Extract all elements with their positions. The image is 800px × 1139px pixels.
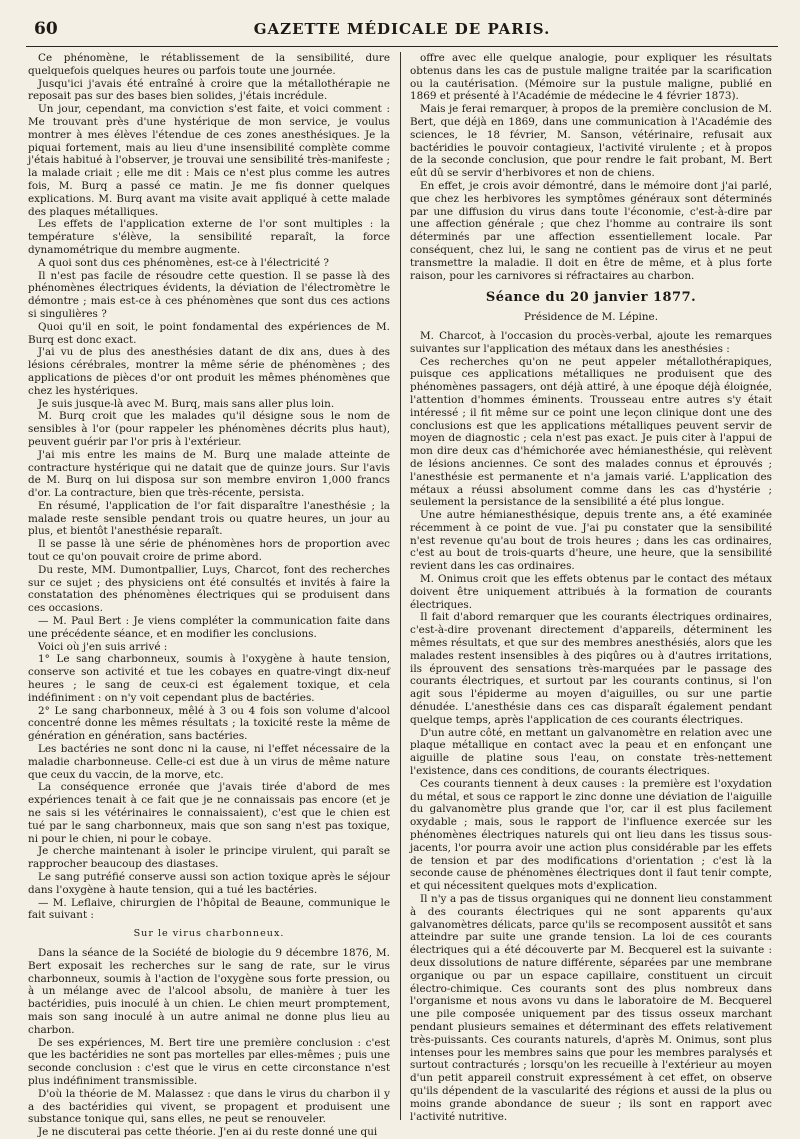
right-paragraphs-after	[410, 330, 772, 1123]
paragraph: Quoi qu'il en soit, le point fondamental des expériences de M. Burq est donc exact.	[28, 320, 390, 346]
paragraph: M. Onimus croit que les effets obtenus par le contact des métaux doivent être uniquement attribués à la formation de courants électriques.	[410, 573, 772, 611]
paragraph: Il n'est pas facile de résoudre cette question. Il se passe là des phénomènes électriques évidents, la déviation de l'électromètre le démontre ; mais est-ce à ces phénomènes que sont dus ces actions si singulières ?	[28, 269, 390, 320]
paragraph: — M. Paul Bert : Je viens compléter la communication faite dans une précédente séance, et en modifier les conclusions.	[28, 615, 390, 640]
left-column	[28, 52, 390, 1139]
paragraph: 2° Le sang charbonneux, mêlé à 3 ou 4 fois son volume d'alcool concentré donne les mêmes résultats ; la toxicité reste la même de génération en génération, sans bactéries.	[28, 704, 390, 743]
paragraph: Ces recherches qu'on ne peut appeler métallothérapiques, puisque ces applications métalliques ne produisent que des phénomènes passagers, ont déjà attiré, à une époque déjà éloignée, l'attention d'hommes éminents. Trousseau entre autres s'y était intéressé ; il fit même sur ce point une leçon clinique dont une des conclusions est que les applications métalliques peuvent servir de moyen de diagnostic ; cela n'est pas exact. Je puis citer à l'appui de mon dire deux cas d'hémichorée avec hémianesthésie, qui relèvent de lésions anciennes. Ce sont des malades connus et éprouvés ; l'anesthésie est permanente et n'a jamais varié. L'application des métaux a réussi absolument comme dans les cas d'hystérie ; seulement la persistance de la sensibilité a été plus longue.	[410, 355, 772, 509]
paragraph: M. Burq croit que les malades qu'il désigne sous le nom de sensibles à l'or (pour rappeler les phénomènes décrits plus haut), peuvent guérir par l'or pris à l'extérieur.	[28, 410, 390, 448]
seance-title: Séance du 20 janvier 1877.	[485, 290, 697, 306]
paragraph: A quoi sont dus ces phénomènes, est-ce à l'électricité ?	[38, 256, 329, 269]
paragraph: Il se passe là une série de phénomènes hors de proportion avec tout ce qu'on pouvait croire de prime abord.	[28, 538, 390, 564]
paragraph: Je suis jusque-là avec M. Burq, mais sans aller plus loin.	[38, 397, 335, 410]
paragraph: Je ne discuterai pas cette théorie. J'en ai du reste donné une qui	[38, 1126, 378, 1139]
paragraph: Voici où j'en suis arrivé :	[38, 640, 168, 653]
column-divider	[400, 52, 401, 1120]
left-paragraphs-after	[28, 947, 390, 1139]
paragraph: En effet, je crois avoir démontré, dans le mémoire dont j'ai parlé, que chez les herbivores les symptômes généraux sont déterminés par une diffusion du virus dans toute l'économie, c'est-à-dire par une affection générale ; que chez l'homme au contraire ils sont déterminés par une affection essentiellement locale. Par conséquent, chez lui, le sang ne contient pas de virus et ne peut transmettre la maladie. Il doit en être de même, et à plus forte raison, pour les carnivores si réfractaires au charbon.	[410, 179, 772, 282]
paragraph: Le sang putréfié conserve aussi son action toxique après le séjour dans l'oxygène à haute tension, qui a tué les bactéries.	[28, 871, 390, 896]
right-column	[410, 52, 772, 1122]
left-paragraphs	[28, 52, 390, 922]
right-paragraphs	[410, 52, 772, 282]
paragraph: De ses expériences, M. Bert tire une première conclusion : c'est que les bactéridies ne sont pas mortelles par elles-mêmes ; puis une seconde conclusion : c'est que le virus en cette circonstance n'est plus indéfiniment transmissible.	[28, 1036, 390, 1087]
paragraph: La conséquence erronée que j'avais tirée d'abord de mes expériences tenait à ce fait que je ne connaissais pas encore (et je ne sais si les vétérinaires le connaissaient), c'est que le chien est tué par le sang charbonneux, mais que son sang n'est pas toxique, ni pour le chien, ni pour le cobaye.	[28, 781, 390, 845]
paragraph: Du reste, MM. Dumontpallier, Luys, Charcot, font des recherches sur ce sujet ; des physiciens ont été consultés et invités à faire la constatation des phénomènes électriques qui se produisent dans ces occasions.	[28, 563, 390, 615]
paragraph: Dans la séance de la Société de biologie du 9 décembre 1876, M. Bert exposait les recherches sur le sang de rate, sur le virus charbonneux, soumis à l'action de l'oxygène sous forte pression, ou à un mélange avec de l'alcool absolu, de manière à tuer les bactéridies, puis inoculé à un chien. Le chien meurt promptement, mais son sang inoculé à un autre animal ne donne plus lieu au charbon.	[28, 946, 390, 1036]
section-title: Sur le virus charbonneux.	[133, 928, 285, 940]
paragraph: D'un autre côté, en mettant un galvanomètre en relation avec une plaque métallique en contact avec la peau et en enfonçant une aiguille de platine sous l'eau, on constate très-nettement l'existence, dans ces conditions, de courants électriques.	[410, 726, 772, 778]
paragraph: Les effets de l'application externe de l'or sont multiples : la température s'élève, la sensibilité reparaît, la force dynamométrique du membre augmente.	[28, 218, 390, 256]
paragraph: J'ai mis entre les mains de M. Burq une malade atteinte de contracture hystérique qui ne datait que de quinze jours. Sur l'avis de M. Burq on lui disposa sur son membre environ 1,000 francs d'or. La contracture, bien que très-récente, persista.	[28, 448, 390, 500]
paragraph: offre avec elle quelque analogie, pour expliquer les résultats obtenus dans les cas de pustule maligne traitée par la scarification ou la cautérisation. (Mémoire sur la pustule maligne, publié en 1869 et présenté à l'Académie de médecine le 4 février 1873).	[410, 52, 772, 103]
paragraph: Un jour, cependant, ma conviction s'est faite, et voici comment : Me trouvant près d'une hystérique de mon service, je voulus montrer à mes élèves l'étendue de ces zones anesthésiques. Je la piquai fortement, mais au lieu d'une insensibilité complète comme j'étais habitué à l'observer, je trouvai une sensibilité très-manifeste ; la malade criait ; elle me dit : Mais ce n'est plus comme les autres fois, M. Burq a passé ce matin. Je me fis donner quelques explications. M. Burq avant ma visite avait appliqué à cette malade des plaques métalliques.	[28, 103, 390, 218]
paragraph: Ce phénomène, le rétablissement de la sensibilité, dure quelquefois quelques heures ou parfois toute une journée.	[28, 52, 390, 77]
paragraph: Les bactéries ne sont donc ni la cause, ni l'effet nécessaire de la maladie charbonneuse. Celle-ci est due à un virus de même nature que ceux du vaccin, de la morve, etc.	[28, 743, 390, 781]
paragraph: Il n'y a pas de tissus organiques qui ne donnent lieu constamment à des courants électriques qui ne sont apparents qu'aux galvanomètres délicats, parce qu'ils se recomposent aussitôt et sans atteindre par suite une grande tension. La loi de ces courants électriques qui a été découverte par M. Becquerel est la suivante : deux dissolutions de nature différente, séparées par une membrane organique ou par un espace capillaire, constituent un circuit électro-chimique. Ces courants sont des plus nombreux dans l'organisme et nous avons vu dans le laboratoire de M. Becquerel une pile composée uniquement par des tissus osseux marchant pendant plusieurs semaines et déterminant des effets relativement très-puissants. Ces courants naturels, d'après M. Onimus, sont plus intenses pour les membres sains que pour les membres paralysés et surtout contracturés ; lorsqu'on les recueille à l'extérieur au moyen d'un petit appareil construit expressément à cet effet, on observe qu'ils dépendent de la vascularité des régions et aussi de la plus ou moins grande abondance de sueur ; ils sont en rapport avec l'activité nutritive.	[410, 893, 772, 1123]
paragraph: M. Charcot, à l'occasion du procès-verbal, ajoute les remarques suivantes sur l'application des métaux dans les anesthésies :	[410, 329, 772, 355]
paragraph: Jusqu'ici j'avais été entraîné à croire que la métallothérapie ne reposait pas sur des bases bien solides, j'étais incrédule.	[28, 77, 390, 103]
paragraph: Ces courants tiennent à deux causes : la première est l'oxydation du métal, et sous ce rapport le zinc donne une déviation de l'aiguille du galvanomètre plus grande que l'or, car il est plus facilement oxydable ; mais, sous le rapport de l'influence exercée sur les phénomènes électriques naturels qui ont lieu dans les tissus sous-jacents, l'or pourra avoir une action plus considérable par les effets de tension et par des modifications d'orientation ; c'est là la seconde cause de phénomènes électriques dont il faut tenir compte, et qui nécessitent quelques mots d'explication.	[410, 777, 772, 893]
paragraph: Il fait d'abord remarquer que les courants électriques ordinaires, c'est-à-dire provenant directement d'appareils, déterminent les mêmes résultats, et que sur des membres anesthésiés, alors que les malades restent insensibles à des piqûres ou à d'autres irritations, ils éprouvent des sensations très-marquées par le passage des courants électriques, et surtout par les courants continus, si l'on agit sous l'épiderme au moyen d'aiguilles, ou sur une partie dénudée. L'anesthésie dans ces cas disparaît également pendant quelque temps, après l'application de ces courants électriques.	[410, 611, 772, 726]
paragraph: 1° Le sang charbonneux, soumis à l'oxygène à haute tension, conserve son activité et tue les cobayes en quatre-vingt dix-neuf heures ; le sang de ceux-ci est également toxique, et cela indéfiniment : on n'y voit cependant plus de bactéries.	[28, 653, 390, 704]
paragraph: Mais je ferai remarquer, à propos de la première conclusion de M. Bert, que déjà en 1869, dans une communication à l'Académie des sciences, le 18 février, M. Sanson, vétérinaire, refusait aux bactéridies le pouvoir contagieux, l'activité virulente ; et à propos de la seconde conclusion, que pour rendre le fait probant, M. Bert eût dû se servir d'herbivores et non de chiens.	[410, 103, 772, 180]
paragraph: Une autre hémianesthésique, depuis trente ans, a été examinée récemment à ce point de vue. J'ai pu constater que la sensibilité n'est revenue qu'au bout de trois heures ; dans les cas ordinaires, c'est au bout de trois-quarts d'heure, une heure, que la sensibilité revient dans les cas ordinaires.	[410, 509, 772, 573]
paragraph: D'où la théorie de M. Malassez : que dans le virus du charbon il y a des bactéridies qui vivent, se propagent et produisent une substance tonique qui, sans elles, ne peut se renouveler.	[28, 1087, 390, 1126]
paragraph: — M. Leflaive, chirurgien de l'hôpital de Beaune, communique le fait suivant :	[28, 896, 390, 922]
paragraph: J'ai vu de plus des anesthésies datant de dix ans, dues à des lésions cérébrales, montrer la même série de phénomènes ; des applications de pièces d'or ont produit les mêmes phénomènes que chez les hystériques.	[28, 346, 390, 397]
presidence-line: Présidence de M. Lépine.	[523, 311, 659, 324]
paragraph: En résumé, l'application de l'or fait disparaître l'anesthésie ; la malade reste sensible pendant trois ou quatre heures, un jour au plus, et bientôt l'anesthésie reparaît.	[28, 499, 390, 538]
page-number: 60	[34, 19, 58, 39]
journal-title: GAZETTE MÉDICALE DE PARIS.	[253, 20, 551, 38]
paragraph: Je cherche maintenant à isoler le principe virulent, qui paraît se rapprocher beaucoup des diastases.	[28, 845, 390, 871]
page-header	[26, 14, 778, 47]
